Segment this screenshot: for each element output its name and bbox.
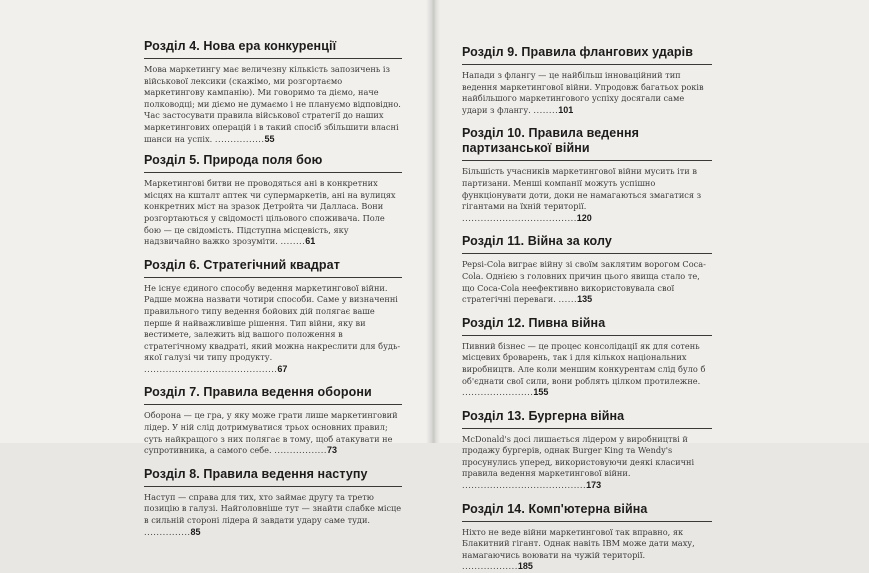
page-number: 101 [558,104,574,115]
page-reference [462,213,592,223]
chapter-title: Розділ 14. Комп'ютерна війна [462,501,648,516]
page-reference [280,236,315,246]
chapter-title: Розділ 9. Правила флангових ударів [462,45,693,59]
divider [462,335,712,336]
chapter-summary [144,283,402,376]
leader-dots: .................. [462,561,518,572]
chapter-title: Розділ 12. Пивна війна [462,315,606,330]
chapter-12 [462,316,712,399]
page-number: 135 [577,294,593,305]
chapter-13 [462,409,712,492]
divider [462,64,712,65]
chapter-summary [462,434,712,492]
summary-text: Ніхто не веде війни маркетингової так вправно, як Блакитний гігант. Однак навіть IBM може дати маху, намагаючись воювати на чужій території. [462,526,695,560]
summary-text: Більшість учасників маркетингової війни мусить іти в партизани. Менші компанії можуть успішно функціонувати доти, доки не намагаються змагатися з гігантами на їхній території. [462,166,702,212]
leader-dots: ........ [280,236,306,247]
page-reference [462,387,548,397]
right-page [432,0,869,572]
chapter-title: Розділ 11. Війна за колу [462,234,612,249]
leader-dots: ...... [558,294,578,305]
leader-dots: ..................................... [462,212,577,223]
chapter-6 [144,258,402,376]
page-reference [462,480,601,490]
chapter-title: Розділ 5. Природа поля бою [144,153,323,168]
divider [144,58,402,59]
leader-dots: ............... [144,526,191,537]
divider [462,160,712,161]
leader-dots: ................. [274,445,327,456]
chapter-summary [144,178,402,248]
divider [144,486,402,487]
divider [144,277,402,278]
page-reference [144,527,201,537]
divider [144,172,402,173]
chapter-9 [462,45,712,116]
chapter-summary [144,492,402,538]
divider [462,428,712,429]
page-reference [144,364,287,374]
leader-dots: ................ [214,133,265,144]
chapter-11 [462,234,712,305]
summary-text: Мова маркетингу має величезну кількість запозичень із військової лексики (скажімо, ми розгортаємо маркетингову кампанію). Ми говоримо та діємо, наче полководці; ми діємо не думаємо і не плануємо відповідно. Час застосувати правила військової стратегії до наших маркетингових операцій і в такий спосіб збільшити власні шанси на успіх. [144,64,401,144]
chapter-summary [462,527,712,573]
page-number: 173 [586,480,602,491]
chapter-title: Розділ 6. Стратегічний квадрат [144,257,340,272]
page-number: 73 [326,445,337,456]
page-number: 155 [533,387,549,398]
page-reference [558,294,592,304]
book-gutter [426,0,440,443]
chapter-7 [144,385,402,456]
leader-dots: ........ [533,104,559,115]
page-number: 55 [264,133,275,144]
divider [462,253,712,254]
chapter-title: Розділ 7. Правила ведення оборони [144,385,372,400]
chapter-title: Розділ 13. Бургерна війна [462,408,625,423]
chapter-summary [462,166,712,224]
summary-text: Напади з флангу — це найбільш інноваційний тип ведення маркетингової війни. Упродовж багатьох років найбільшого маркетингового успіху досягали саме удари з флангу. [462,70,704,115]
summary-text: McDonald's досі лишається лідером у виробництві й продажу бургерів, однак Burger King та Wendy's просунулись уперед, використовуючи деякі класичні правила ведення маркетингової війни. [462,433,695,479]
chapter-summary [462,341,712,399]
page-reference [215,134,275,144]
divider [462,521,712,522]
chapter-summary [144,410,402,456]
chapter-5 [144,153,402,248]
page-number: 120 [576,212,592,223]
page-reference [462,561,533,571]
summary-text: Оборона — це гра, у яку може грати лише маркетинговий лідер. У ній слід дотримуватися трьох основних правил; суть найкращого з них полягає в тому, щоб атакувати не супротивника, а самого себе. [144,410,398,456]
summary-text: Пивний бізнес — це процес консолідації як для сотень місцевих броварень, так і для кількох національних виробництв. Але коли меншим конкурентам слід було б об'єднати свої сили, вони роблять цілком протилежне. [462,340,706,386]
chapter-title: Розділ 8. Правила ведення наступу [144,466,368,481]
chapter-8 [144,467,402,538]
leader-dots: ........................................ [462,480,587,491]
leader-dots: ....................... [462,387,534,398]
chapter-4 [144,39,402,145]
page-reference [533,105,573,115]
page-number: 61 [305,236,316,247]
left-page [0,0,432,537]
summary-text: Наступ — справа для тих, хто займає другу та третю позицію в галузі. Найголовніше тут — знайти слабке місце в сильній стороні лідера й завдати удару саме туди. [144,491,402,526]
chapter-10 [462,126,712,224]
chapter-title: Розділ 4. Нова ера конкуренції [144,39,337,53]
chapter-summary [462,259,712,305]
chapter-14 [462,502,712,573]
summary-text: Pepsi-Cola виграє війну зі своїм заклятим ворогом Coca-Cola. Однією з головних причин цього явища стало те, що Coca-Cola неефективно використовувала свої стратегічні переваги. [462,259,706,305]
chapter-title: Розділ 10. Правила ведення партизанської війни [462,126,640,156]
divider [144,404,402,405]
leader-dots: ........................................... [144,363,278,374]
chapter-summary [462,70,712,116]
chapter-summary [144,64,402,145]
summary-text: Не існує єдиного способу ведення маркетингової війни. Радше можна назвати чотири способи. Саме у визначенні правильного типу ведення бойових дій полягає ваше перше й найважливіше рішення. Тип війни, яку ви вестимете, залежить від вашого положення в стратегічному квадраті, який можна накреслити для будь-якої галузі чи типу продукту. [144,282,401,363]
page-number: 85 [190,526,201,537]
summary-text: Маркетингові битви не проводяться ані в конкретних місцях на кшталт аптек чи супермаркетів, ані на вулицях конкретних міст на зразок Детройта чи Далласа. Вони розгортаються у свідомості цільового споживача. Поле бою — це свідомість. Підступна місцевість, яку надзвичайно важко зрозуміти. [144,178,396,247]
page-number: 185 [517,561,533,572]
page-reference [274,445,337,455]
page-number: 67 [277,363,288,374]
